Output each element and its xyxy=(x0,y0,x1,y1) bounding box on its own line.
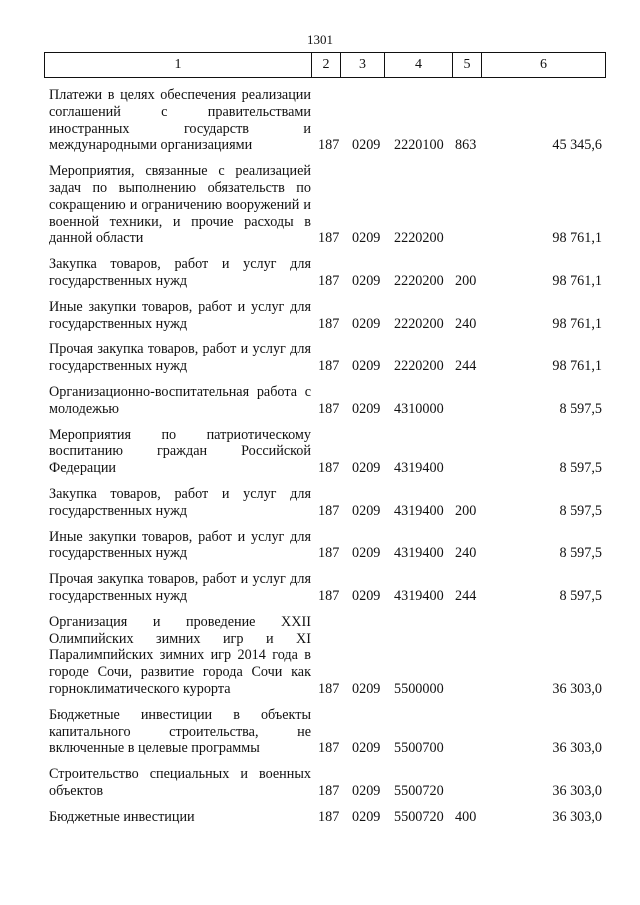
amount: 98 761,1 xyxy=(552,358,602,375)
row-description: Мероприятия по патриотическому воспитанию граждан Российской Федерации xyxy=(49,426,311,477)
row-description: Платежи в целях обеспечения реализации соглашений с правительствами иностранных государств и международными организациями xyxy=(49,87,311,154)
ministry-code: 187 xyxy=(318,358,340,375)
row-description: Бюджетные инвестиции в объекты капитального строительства, не включенные в целевые программы xyxy=(49,706,311,757)
table-row xyxy=(0,299,640,333)
ministry-code: 187 xyxy=(318,545,340,562)
ministry-code: 187 xyxy=(318,740,340,757)
table-row xyxy=(0,87,640,154)
amount: 8 597,5 xyxy=(559,460,602,477)
column-header-1: 1 xyxy=(45,53,312,78)
budget-table-body xyxy=(0,87,640,834)
row-description: Прочая закупка товаров, работ и услуг для государственных нужд xyxy=(49,341,311,375)
row-description: Прочая закупка товаров, работ и услуг для государственных нужд xyxy=(49,571,311,604)
column-header-3: 3 xyxy=(341,53,385,78)
ministry-code: 187 xyxy=(318,137,340,154)
target-article-code: 5500720 xyxy=(394,808,444,825)
section-code: 0209 xyxy=(352,272,381,289)
table-row xyxy=(0,809,640,826)
section-code: 0209 xyxy=(352,358,381,375)
row-description: Закупка товаров, работ и услуг для государственных нужд xyxy=(49,485,311,519)
target-article-code: 4319400 xyxy=(394,460,444,477)
amount: 98 761,1 xyxy=(552,315,602,332)
ministry-code: 187 xyxy=(318,680,340,697)
section-code: 0209 xyxy=(352,460,381,477)
ministry-code: 187 xyxy=(318,782,340,799)
ministry-code: 187 xyxy=(318,230,340,247)
page-number: 1301 xyxy=(307,32,333,47)
table-row xyxy=(0,766,640,800)
amount: 36 303,0 xyxy=(552,808,602,825)
ministry-code: 187 xyxy=(318,460,340,477)
row-description: Организация и проведение XXII Олимпийских зимних игр и XI Паралимпийских зимних игр 2014 года в городе Сочи, развитие города Сочи как горноклиматического курорта xyxy=(49,613,311,697)
target-article-code: 2220200 xyxy=(394,272,444,289)
target-article-code: 5500720 xyxy=(394,782,444,799)
section-code: 0209 xyxy=(352,587,381,604)
target-article-code: 4319400 xyxy=(394,502,444,519)
section-code: 0209 xyxy=(352,137,381,154)
section-code: 0209 xyxy=(352,502,381,519)
target-article-code: 4319400 xyxy=(394,545,444,562)
table-row xyxy=(0,707,640,757)
amount: 8 597,5 xyxy=(559,545,602,562)
amount: 8 597,5 xyxy=(559,587,602,604)
table-row xyxy=(0,614,640,698)
target-article-code: 2220100 xyxy=(394,137,444,154)
row-description: Мероприятия, связанные с реализацией задач по выполнению обязательств по сокращению и ограничению вооружений и военной техники, и прочие расходы в данной области xyxy=(49,163,311,247)
ministry-code: 187 xyxy=(318,502,340,519)
row-description: Организационно-воспитательная работа с молодежью xyxy=(49,383,311,417)
column-header-2: 2 xyxy=(312,53,341,78)
amount: 45 345,6 xyxy=(552,137,602,154)
row-description: Иные закупки товаров, работ и услуг для государственных нужд xyxy=(49,298,311,332)
column-header-6: 6 xyxy=(482,53,606,78)
table-row xyxy=(0,427,640,477)
amount: 36 303,0 xyxy=(552,740,602,757)
section-code: 0209 xyxy=(352,782,381,799)
table-row xyxy=(0,571,640,605)
amount: 8 597,5 xyxy=(559,400,602,417)
section-code: 0209 xyxy=(352,740,381,757)
expense-type-code: 200 xyxy=(455,272,477,289)
ministry-code: 187 xyxy=(318,400,340,417)
section-code: 0209 xyxy=(352,680,381,697)
row-description: Иные закупки товаров, работ и услуг для государственных нужд xyxy=(49,528,311,562)
ministry-code: 187 xyxy=(318,272,340,289)
column-header-table xyxy=(44,52,606,78)
ministry-code: 187 xyxy=(318,315,340,332)
target-article-code: 5500700 xyxy=(394,740,444,757)
expense-type-code: 244 xyxy=(455,587,477,604)
expense-type-code: 244 xyxy=(455,358,477,375)
expense-type-code: 240 xyxy=(455,545,477,562)
table-row xyxy=(0,341,640,375)
section-code: 0209 xyxy=(352,808,381,825)
row-description: Строительство специальных и военных объектов xyxy=(49,766,311,799)
expense-type-code: 240 xyxy=(455,315,477,332)
column-header-row xyxy=(45,53,606,78)
column-header-5: 5 xyxy=(453,53,482,78)
row-description: Закупка товаров, работ и услуг для государственных нужд xyxy=(49,256,311,289)
table-row xyxy=(0,529,640,563)
section-code: 0209 xyxy=(352,545,381,562)
table-row xyxy=(0,256,640,290)
expense-type-code: 200 xyxy=(455,502,477,519)
target-article-code: 2220200 xyxy=(394,358,444,375)
target-article-code: 5500000 xyxy=(394,680,444,697)
amount: 98 761,1 xyxy=(552,272,602,289)
ministry-code: 187 xyxy=(318,808,340,825)
target-article-code: 4319400 xyxy=(394,587,444,604)
column-header-4: 4 xyxy=(385,53,453,78)
target-article-code: 2220200 xyxy=(394,230,444,247)
table-row xyxy=(0,384,640,418)
amount: 36 303,0 xyxy=(552,680,602,697)
table-row xyxy=(0,486,640,520)
row-description: Бюджетные инвестиции xyxy=(49,808,195,825)
ministry-code: 187 xyxy=(318,587,340,604)
expense-type-code: 400 xyxy=(455,808,477,825)
amount: 8 597,5 xyxy=(559,502,602,519)
table-row xyxy=(0,163,640,247)
expense-type-code: 863 xyxy=(455,137,477,154)
amount: 36 303,0 xyxy=(552,782,602,799)
amount: 98 761,1 xyxy=(552,230,602,247)
section-code: 0209 xyxy=(352,400,381,417)
section-code: 0209 xyxy=(352,230,381,247)
target-article-code: 2220200 xyxy=(394,315,444,332)
section-code: 0209 xyxy=(352,315,381,332)
target-article-code: 4310000 xyxy=(394,400,444,417)
